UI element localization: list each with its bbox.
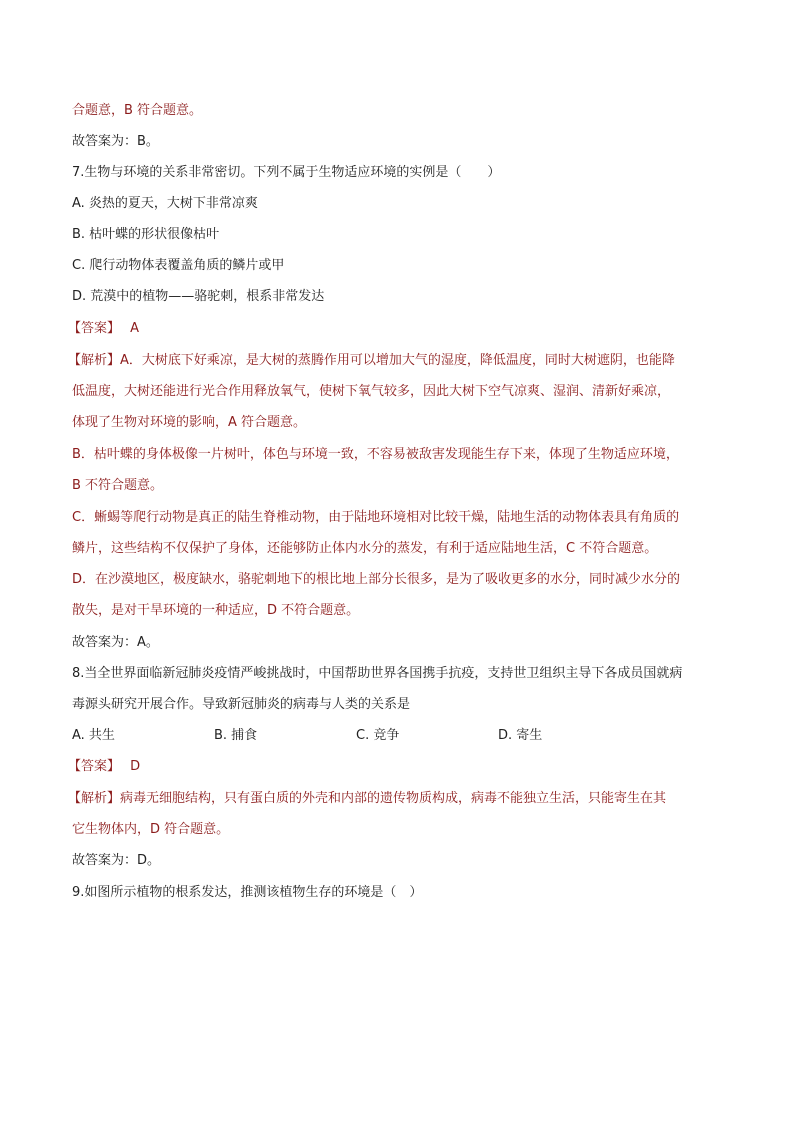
- q7-option-a: A. 炎热的夏天，大树下非常凉爽: [72, 196, 258, 211]
- q8-answer-label: 【答案】: [68, 759, 121, 774]
- q8-answer-value: D: [130, 759, 141, 774]
- q7-answer-value: A: [130, 321, 140, 336]
- q9-stem: 9.如图所示植物的根系发达，推测该植物生存的环境是（ ）: [72, 885, 423, 900]
- q8-analysis-label: 【解析】: [68, 791, 121, 806]
- q7-analysis-line-9: 散失，是对干旱环境的一种适应，D 不符合题意。: [72, 603, 360, 618]
- q7-answer-label: 【答案】: [68, 321, 121, 336]
- q7-final-answer: 故答案为：A。: [72, 635, 159, 650]
- q7-option-d: D. 荒漠中的植物——骆驼刺，根系非常发达: [72, 289, 325, 304]
- q8-stem-line-2: 毒源头研究开展合作。导致新冠肺炎的病毒与人类的关系是: [72, 697, 411, 712]
- q8-answer: [68, 758, 140, 776]
- q8-analysis-line-2: 它生物体内，D 符合题意。: [72, 822, 230, 837]
- q8-final-answer: 故答案为：D。: [72, 853, 161, 868]
- q7-analysis-label: 【解析】: [68, 353, 121, 368]
- q7-analysis-text-1: A．大树底下好乘凉，是大树的蒸腾作用可以增加大气的湿度，降低温度，同时大树遮阴，也能降: [120, 353, 675, 368]
- q7-analysis-line-5: B 不符合题意。: [72, 478, 164, 493]
- q7-option-c: C. 爬行动物体表覆盖角质的鳞片或甲: [72, 258, 285, 273]
- q7-analysis-line-2: 低温度，大树还能进行光合作用释放氧气，使树下氧气较多，因此大树下空气凉爽、湿润、清新好乘凉，: [72, 384, 671, 399]
- q8-stem-line-1: 8.当全世界面临新冠肺炎疫情严峻挑战时，中国帮助世界各国携手抗疫，支持世卫组织主导下各成员国就病: [72, 666, 683, 681]
- prev-final-answer: 故答案为：B。: [72, 134, 159, 149]
- q7-analysis-line-7: 鳞片，这些结构不仅保护了身体，还能够防止体内水分的蒸发，有利于适应陆地生活，C 不符合题意。: [72, 541, 658, 556]
- q7-option-b: B. 枯叶蝶的形状很像枯叶: [72, 227, 220, 242]
- q7-analysis-line-3: 体现了生物对环境的影响，A 符合题意。: [72, 415, 307, 430]
- prev-analysis-tail: 合题意，B 符合题意。: [72, 103, 203, 118]
- q8-option-b: B. 捕食: [214, 728, 258, 743]
- q7-analysis-line-8: D．在沙漠地区，极度缺水，骆驼刺地下的根比地上部分长很多，是为了吸收更多的水分，同时减少水分的: [72, 572, 681, 587]
- q8-option-c: C. 竞争: [356, 728, 400, 743]
- q7-analysis-line-4: B．枯叶蝶的身体极像一片树叶，体色与环境一致，不容易被敌害发现能生存下来，体现了生物适应环境，: [72, 447, 679, 462]
- q7-analysis-line-1: [68, 352, 675, 370]
- q7-answer: [68, 320, 139, 338]
- q8-option-a: A. 共生: [72, 728, 115, 743]
- q8-analysis-text-1: 病毒无细胞结构，只有蛋白质的外壳和内部的遗传物质构成，病毒不能独立生活，只能寄生在其: [120, 791, 667, 806]
- q7-stem: 7.生物与环境的关系非常密切。下列不属于生物适应环境的实例是（ ）: [72, 165, 501, 180]
- q7-analysis-line-6: C．蜥蜴等爬行动物是真正的陆生脊椎动物，由于陆地环境相对比较干燥，陆地生活的动物体表具有角质的: [72, 510, 680, 525]
- q8-option-d: D. 寄生: [498, 728, 543, 743]
- q8-analysis-line-1: [68, 790, 666, 808]
